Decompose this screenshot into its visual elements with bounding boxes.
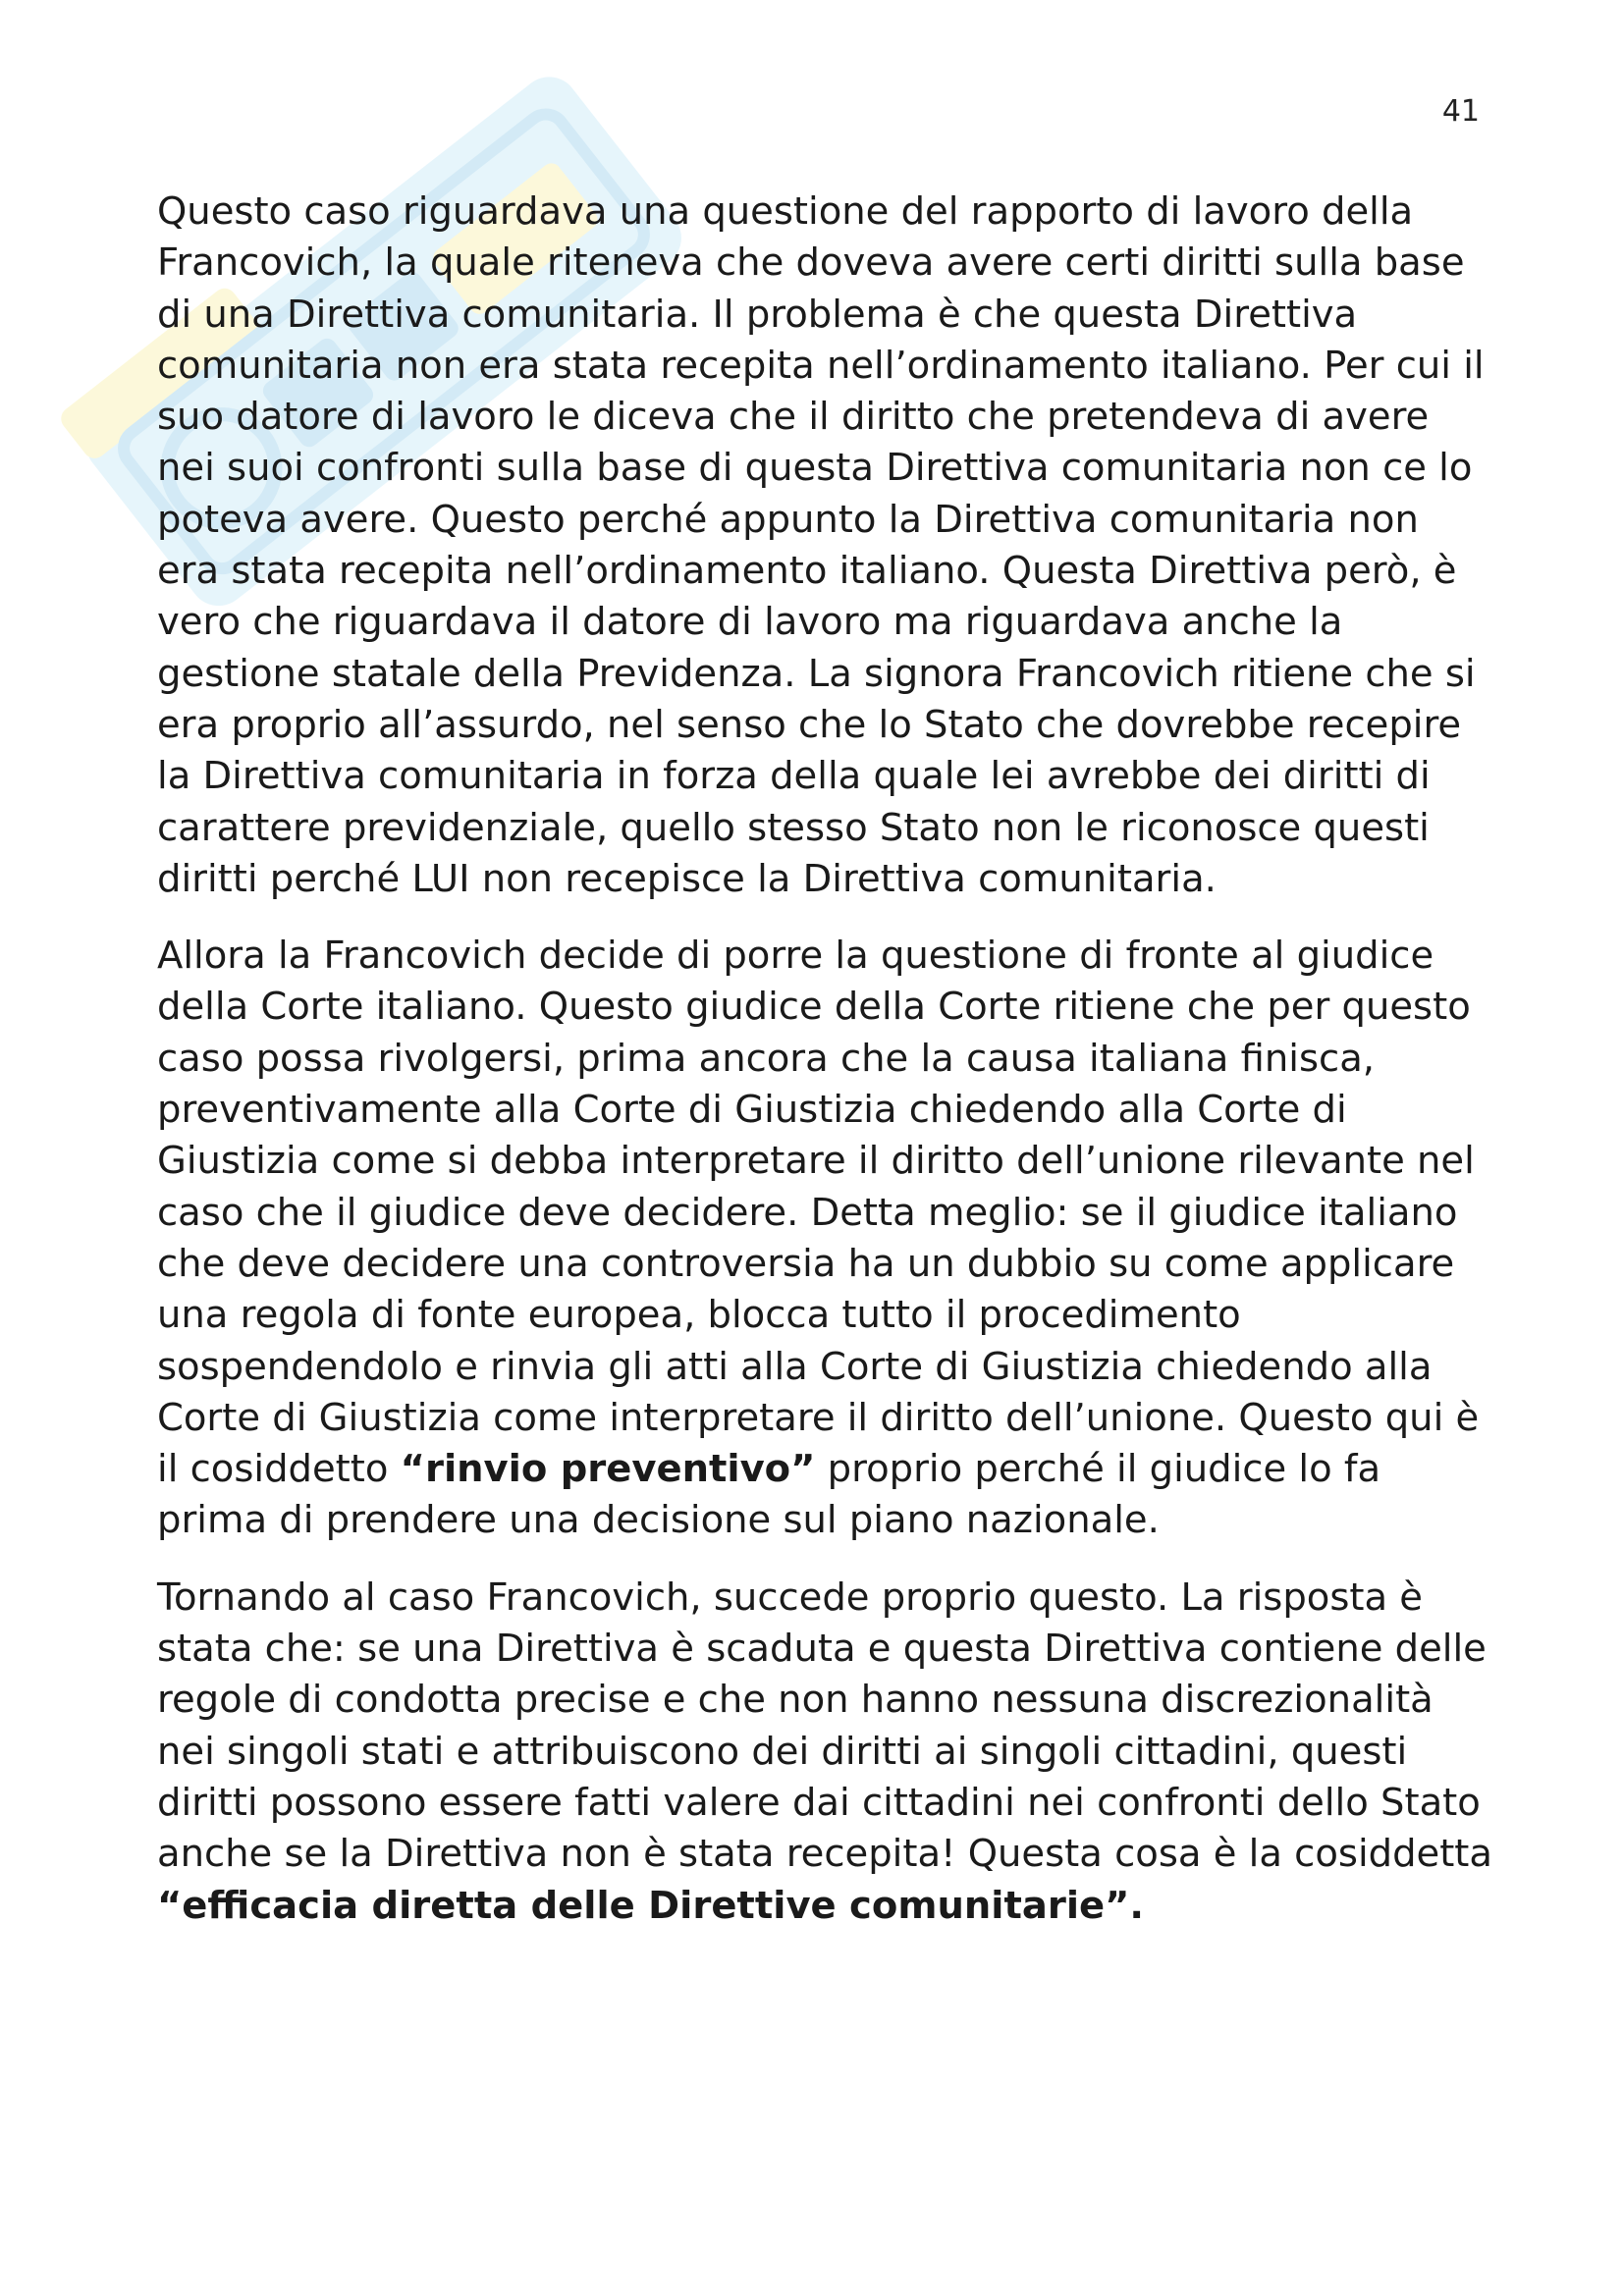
paragraph-2-text-a: Allora la Francovich decide di porre la questione di fronte al giudice della Corte italiano. Questo giudice della Corte ritiene che per questo caso possa rivolgersi, prima ancora che la causa italiana finisca, preventivamente alla Corte di Giustizia chiedendo alla Corte di Giustizia come si debba interpretare il diritto dell’unione rilevante nel caso che il giudice deve decidere. Detta meglio: se il giudice italiano che deve decidere una controversia ha un dubbio su come applicare una regola di fonte europea, blocca tutto il procedimento sospendendolo e rinvia gli atti alla Corte di Giustizia chiedendo alla Corte di Giustizia come interpretare il diritto dell’unione. Questo qui è il cosiddetto (157, 934, 1480, 1492)
document-body (157, 187, 1492, 1957)
paragraph-3-text: Tornando al caso Francovich, succede proprio questo. La risposta è stata che: se una Direttiva è scaduta e questa Direttiva contiene delle regole di condotta precise e che non hanno nessuna discrezionalità nei singoli stati e attribuiscono dei diritti ai singoli cittadini, questi diritti possono essere fatti valere dai cittadini nei confronti dello Stato anche se la Direttiva non è stata recepita! Questa cosa è la cosiddetta (157, 1575, 1492, 1877)
paragraph-2 (157, 931, 1492, 1547)
paragraph-2-text-b: proprio perché il giudice lo fa prima di prendere una decisione sul piano nazionale. (157, 1447, 1381, 1543)
page-number: 41 (1441, 94, 1480, 129)
term-efficacia-diretta: “efficacia diretta delle Direttive comunitarie”. (157, 1883, 1145, 1928)
term-rinvio-preventivo: “rinvio preventivo” (400, 1447, 816, 1492)
paragraph-1-text: Questo caso riguardava una questione del rapporto di lavoro della Francovich, la quale riteneva che doveva avere certi diritti sulla base di una Direttiva comunitaria. Il problema è che questa Direttiva comunitaria non era stata recepita nell’ordinamento italiano. Per cui il suo datore di lavoro le diceva che il diritto che pretendeva di avere nei suoi confronti sulla base di questa Direttiva comunitaria non ce lo poteva avere. Questo perché appunto la Direttiva comunitaria non era stata recepita nell’ordinamento italiano. Questa Direttiva però, è vero che riguardava il datore di lavoro ma riguardava anche la gestione statale della Previdenza. La signora Francovich ritiene che si era proprio all’assurdo, nel senso che lo Stato che dovrebbe recepire la Direttiva comunitaria in forza della quale lei avrebbe dei diritti di carattere previdenziale, quello stesso Stato non le riconosce questi diritti perché LUI non recepisce la Direttiva comunitaria. (157, 189, 1485, 901)
paragraph-3 (157, 1573, 1492, 1932)
paragraph-1 (157, 187, 1492, 905)
